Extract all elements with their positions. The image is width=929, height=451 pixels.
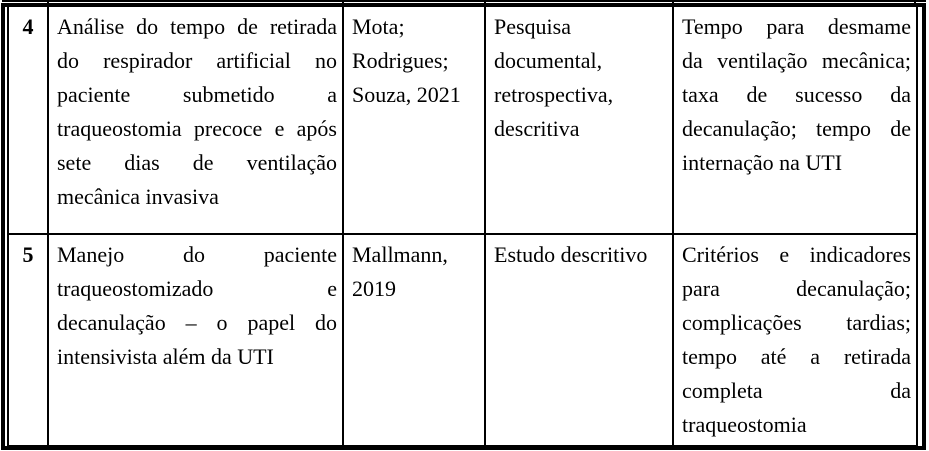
variables-cell: Tempo para desmame da ventilação mecânica; taxa de sucesso da decanulação; tempo de internação na UTI	[673, 7, 917, 234]
row-number-cell: 5	[8, 234, 48, 446]
authors-cell: Mota; Rodrigues; Souza, 2021	[343, 7, 485, 234]
study-type-cell: Pesquisa documental, retrospectiva, descritiva	[485, 7, 673, 234]
study-title-cell: Análise do tempo de retirada do respirador artificial no paciente submetido a traqueostomia precoce e após sete dias de ventilação mecânica invasiva	[48, 7, 343, 234]
table-outer-border	[1, 3, 926, 450]
table-row	[8, 7, 917, 234]
study-type-cell: Estudo descritivo	[485, 234, 673, 446]
studies-table-wrapper	[7, 7, 918, 443]
row-number-cell: 4	[8, 7, 48, 234]
studies-table	[7, 7, 918, 447]
study-title-cell: Manejo do paciente traqueostomizado e decanulação – o papel do intensivista além da UTI	[48, 234, 343, 446]
table-row	[8, 234, 917, 446]
crop-artifact-top-line	[2, 0, 926, 2]
variables-cell: Critérios e indicadores para decanulação; complicações tardias; tempo até a retirada completa da traqueostomia	[673, 234, 917, 446]
authors-cell: Mallmann, 2019	[343, 234, 485, 446]
